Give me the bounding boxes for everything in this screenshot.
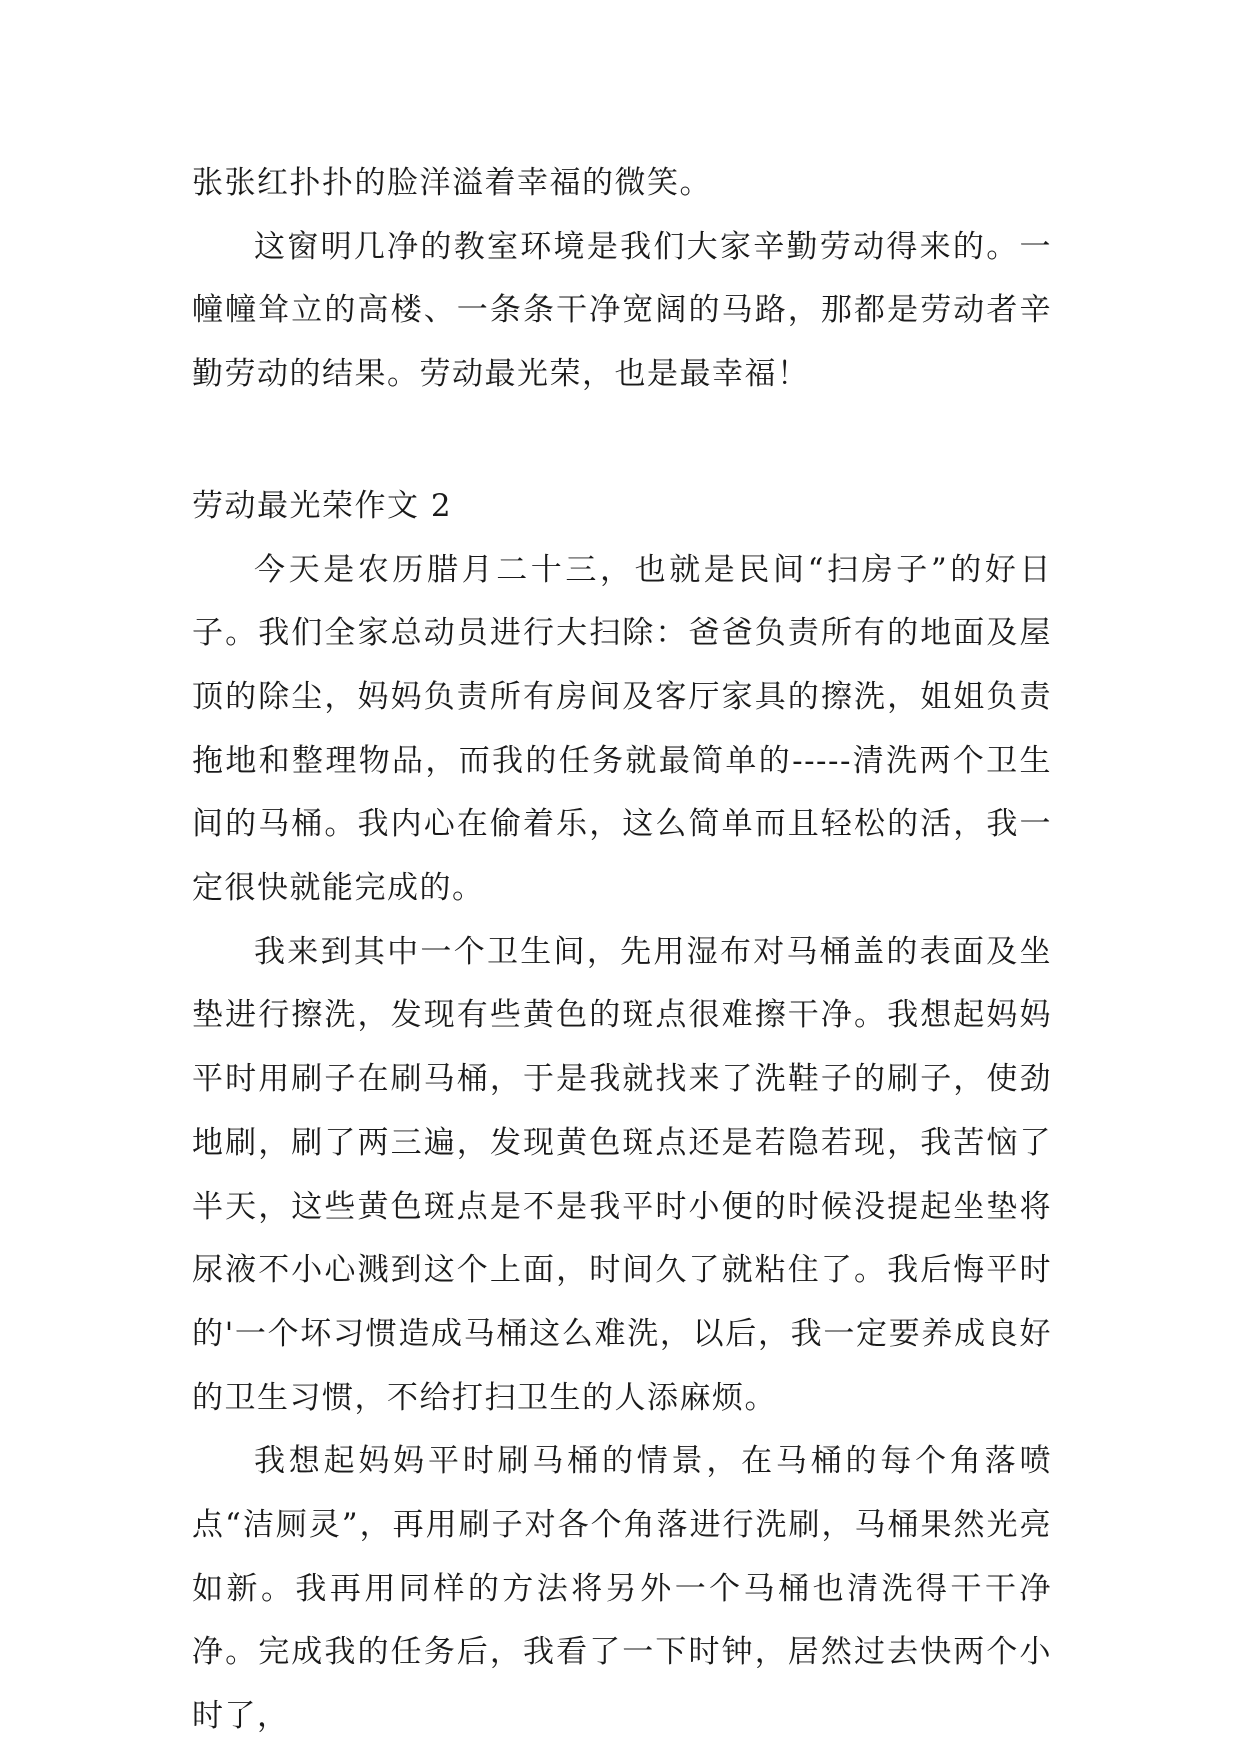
section-title: 劳动最光荣作文 2 (192, 487, 453, 524)
paragraph: 今天是农历腊月二十三，也就是民间“扫房子”的好日子。我们全家总动员进行大扫除：爸爸负责所有的地面及屋顶的除尘，妈妈负责所有房间及客厅家具的擦洗，姐姐负责拖地和整理物品，而我的任务就最简单的-----清洗两个卫生间的马桶。我内心在偷着乐，这么简单而且轻松的活，我一定很快就能完成的。 (192, 551, 1052, 907)
paragraph: 这窗明几净的教室环境是我们大家辛勤劳动得来的。一幢幢耸立的高楼、一条条干净宽阔的马路，那都是劳动者辛勤劳动的结果。劳动最光荣，也是最幸福！ (192, 228, 1052, 393)
document-body (192, 152, 1052, 1749)
paragraph-continuation: 张张红扑扑的脸洋溢着幸福的微笑。 (192, 165, 712, 201)
paragraph: 我来到其中一个卫生间，先用湿布对马桶盖的表面及坐垫进行擦洗，发现有些黄色的斑点很难擦干净。我想起妈妈平时用刷子在刷马桶，于是我就找来了洗鞋子的刷子，使劲地刷，刷了两三遍，发现黄色斑点还是若隐若现，我苦恼了半天，这些黄色斑点是不是我平时小便的时候没提起坐垫将尿液不小心溅到这个上面，时间久了就粘住了。我后悔平时的'一个坏习惯造成马桶这么难洗，以后，我一定要养成良好的卫生习惯，不给打扫卫生的人添麻烦。 (192, 933, 1052, 1416)
paragraph: 我想起妈妈平时刷马桶的情景，在马桶的每个角落喷点“洁厕灵”，再用刷子对各个角落进行洗刷，马桶果然光亮如新。我再用同样的方法将另外一个马桶也清洗得干干净净。完成我的任务后，我看了一下时钟，居然过去快两个小时了， (192, 1443, 1052, 1735)
